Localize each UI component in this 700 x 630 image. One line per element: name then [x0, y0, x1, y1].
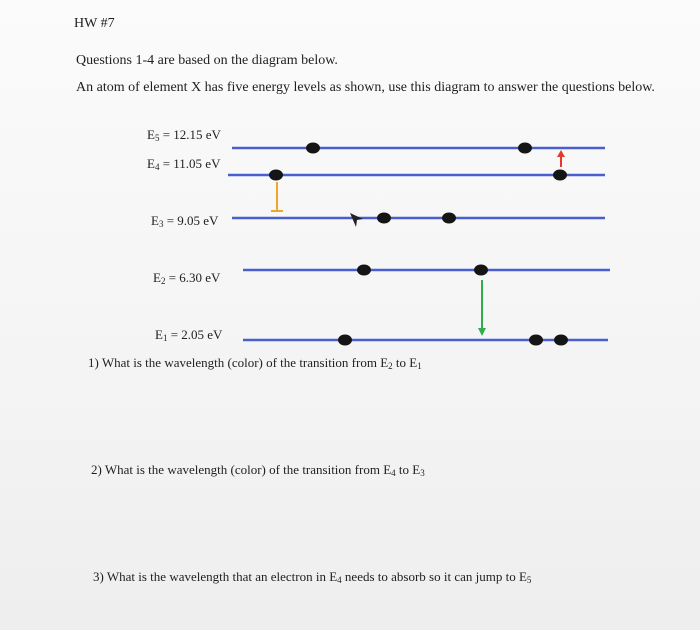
electron-dot	[306, 143, 320, 154]
pointer-mark-icon	[350, 213, 363, 227]
electron-dot	[529, 335, 543, 346]
level-label-e1: $E_1 = 2.05$ eV	[155, 327, 223, 343]
electron-dot	[553, 170, 567, 181]
electron-dot	[554, 335, 568, 346]
electron-dot	[518, 143, 532, 154]
intro-paragraph: An atom of element X has five energy levels as shown, use this diagram to answer the questions below.	[76, 80, 655, 95]
level-label-e2: $E_2 = 6.30$ eV	[153, 270, 221, 286]
question-2: 2) What is the wavelength (color) of the transition from $E_4$ to $E_3$	[91, 462, 425, 478]
electron-dot	[442, 213, 456, 224]
transition-arrow-e4-e5	[557, 150, 565, 167]
electron-dot	[474, 265, 488, 276]
electron-dot	[357, 265, 371, 276]
electron-dot	[338, 335, 352, 346]
electron-dot	[377, 213, 391, 224]
level-label-e5: $E_5 = 12.15$ eV	[147, 127, 221, 143]
level-label-e4: $E_4 = 11.05$ eV	[147, 156, 221, 172]
transition-arrow-e2-e1	[478, 280, 486, 336]
intro-line: Questions 1-4 are based on the diagram below.	[76, 53, 338, 68]
question-1: 1) What is the wavelength (color) of the transition from $E_2$ to $E_1$	[88, 355, 422, 371]
level-label-e3: $E_3 = 9.05$ eV	[151, 213, 219, 229]
electron-dot	[269, 170, 283, 181]
question-3: 3) What is the wavelength that an electron in $E_4$ needs to absorb so it can jump to $E_5$	[93, 569, 532, 585]
transition-arrow-e4-e3	[271, 182, 283, 211]
page-title: HW #7	[74, 16, 115, 31]
